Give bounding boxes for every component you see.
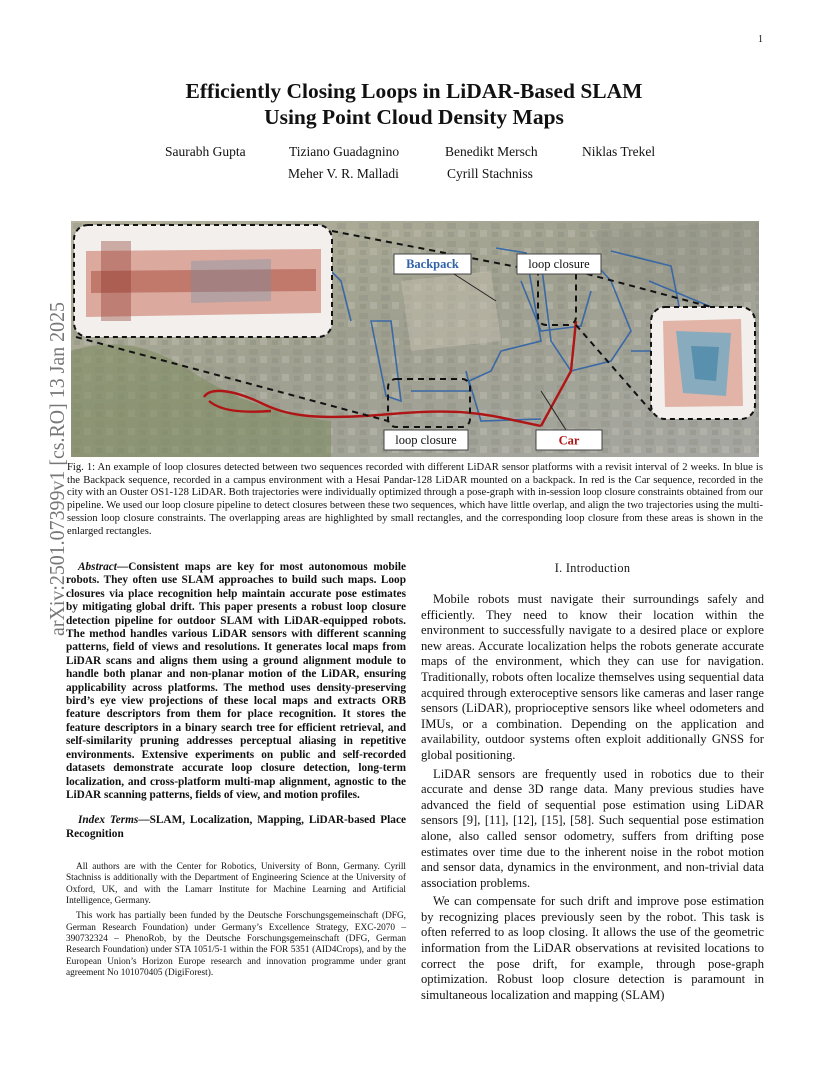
svg-text:loop closure: loop closure [528, 257, 590, 271]
title-line-1: Efficiently Closing Loops in LiDAR-Based SLAM [185, 79, 643, 103]
right-inset-pointcloud [651, 307, 755, 419]
intro-paragraph-2: LiDAR sensors are frequently used in robotics due to their accurate and dense 3D range data. Many previous studies have advanced the field of sequential pose estimation using LiDAR sensors [9], [11], [12], [15], [58]. Such sequential pose estimation alone, also called sensor odometry, suffers from drifting pose estimates over time due to the inherent noise in the robot motion and sensor data, dynamics in the environment, and non-trivial data association problems. [421, 766, 764, 890]
index-terms-text: —SLAM, Localization, Mapping, LiDAR-based Place Recognition [66, 814, 406, 840]
index-terms-label: Index Terms [78, 814, 139, 827]
author-name: Cyrill Stachniss [447, 166, 533, 181]
figure-label-loop-closure-top [517, 254, 601, 274]
page-number: 1 [758, 34, 763, 45]
author-name: Niklas Trekel [582, 144, 656, 159]
footnote-affiliations: All authors are with the Center for Robotics, University of Bonn, Germany. Cyrill Stachniss is additionally with the Department of Engineering Science at the University of Oxford, UK, and with the Lamarr Institute for Machine Learning and Artificial Intelligence, Germany. [66, 862, 406, 907]
figure-label-loop-closure-bottom [384, 430, 468, 450]
right-column [421, 561, 764, 1006]
author-name: Saurabh Gupta [165, 144, 246, 159]
left-inset-pointcloud [74, 225, 332, 337]
abstract [66, 561, 406, 802]
figure-1 [71, 221, 759, 457]
figure-label-backpack [394, 254, 471, 274]
svg-text:loop closure: loop closure [395, 433, 457, 447]
footnote-funding: This work has partially been funded by the Deutsche Forschungsgemeinschaft (DFG, German Research Foundation) under Germany’s Excellence Strategy, EXC-2070 – 390732324 – PhenoRob, by the Deutsche Forschungsgemeinschaft (DFG, German Research Foundation) under STA 1051/5-1 within the FOR 5351 (AID4Crops), and by the European Union’s Horizon Europe research and innovation programme under grant agreement No 101070405 (DigiForest). [66, 911, 406, 978]
title-line-2: Using Point Cloud Density Maps [264, 105, 564, 129]
figure-map-image [71, 221, 759, 457]
intro-paragraph-1: Mobile robots must navigate their surroundings safely and efficiently. They need to know their location within the environment to successfully navigate to a desired place or explore new areas. Accurate localization helps the robots generate accurate maps of the environment, which they can use for navigation. Traditionally, robots often localize themselves using sequential data acquired through exteroceptive sensors like cameras and laser range sensors (LiDAR), proprioceptive sensors like wheel odometers and IMUs, or a combination. Depending on the application and availability, outdoor systems often exploit additionally GNSS for global positioning. [421, 592, 764, 762]
figure-label-car [536, 430, 602, 450]
left-column [66, 561, 406, 979]
intro-paragraph-3: We can compensate for such drift and improve pose estimation by recognizing places previously seen by the robot. This task is often referred to as loop closing. It allows the use of the geometric information from the LiDAR observations at revisited locations to correct the pose drift, for example, through pose-graph optimization. Robust loop closure detection is paramount in simultaneous localization and mapping (SLAM) [421, 894, 764, 1002]
arxiv-id-text: arXiv:2501.07399v1 [cs.RO] 13 Jan 2025 [45, 300, 69, 636]
author-name: Benedikt Mersch [445, 144, 538, 159]
abstract-text: —Consistent maps are key for most autonomous mobile robots. They often use SLAM approaches to build such maps. Loop closures via place recognition help maintain accurate pose estimates by mitigating global drift. This paper presents a robust loop closure detection pipeline for outdoor SLAM with LiDAR-equipped robots. The method handles various LiDAR sensors with different scanning patterns, field of views and resolutions. It generates local maps from LiDAR scans and aligns them using a ground alignment module to handle both planar and non-planar motion of the LiDAR, ensuring applicability across platforms. The method uses density-preserving bird’s eye view projections of these local maps and extracts ORB feature descriptors from them for place recognition. It stores the feature descriptors in a binary search tree for efficient retrieval, and self-similarity pruning addresses perceptual aliasing in repetitive environments. Extensive experiments on public and self-recorded datasets demonstrate accurate loop closure detection, long-term localization, and cross-platform multi-map alignment, agnostic to the LiDAR scanning patterns, fields of view, and motion profiles. [66, 561, 406, 801]
author-name: Meher V. R. Malladi [288, 166, 399, 181]
paper-title [100, 78, 728, 130]
index-terms [66, 814, 406, 841]
author-name: Tiziano Guadagnino [289, 144, 400, 159]
section-heading-introduction: I. Introduction [554, 561, 631, 575]
svg-text:Backpack: Backpack [406, 257, 459, 271]
svg-text:Car: Car [558, 433, 580, 448]
figure-caption: Fig. 1: An example of loop closures detected between two sequences recorded with different LiDAR sensor platforms with a revisit interval of 2 weeks. In blue is the Backpack sequence, recorded in a campus environment with a Hesai Pandar-128 LiDAR mounted on a backpack. In red is the Car sequence, recorded in the city with an Ouster OS1-128 LiDAR. Both trajectories were individually optimized through a pose-graph with in-session loop closure constraints obtained from our pipeline. We used our loop closure pipeline to detect closures between these two sequences, which have little overlap, and align the two trajectories using the multi-session loop closure constraints. The overlapping areas are highlighted by small rectangles, and the corresponding loop closure from these areas is shown in the enlarged rectangles. [67, 462, 763, 537]
abstract-label: Abstract [78, 561, 117, 573]
